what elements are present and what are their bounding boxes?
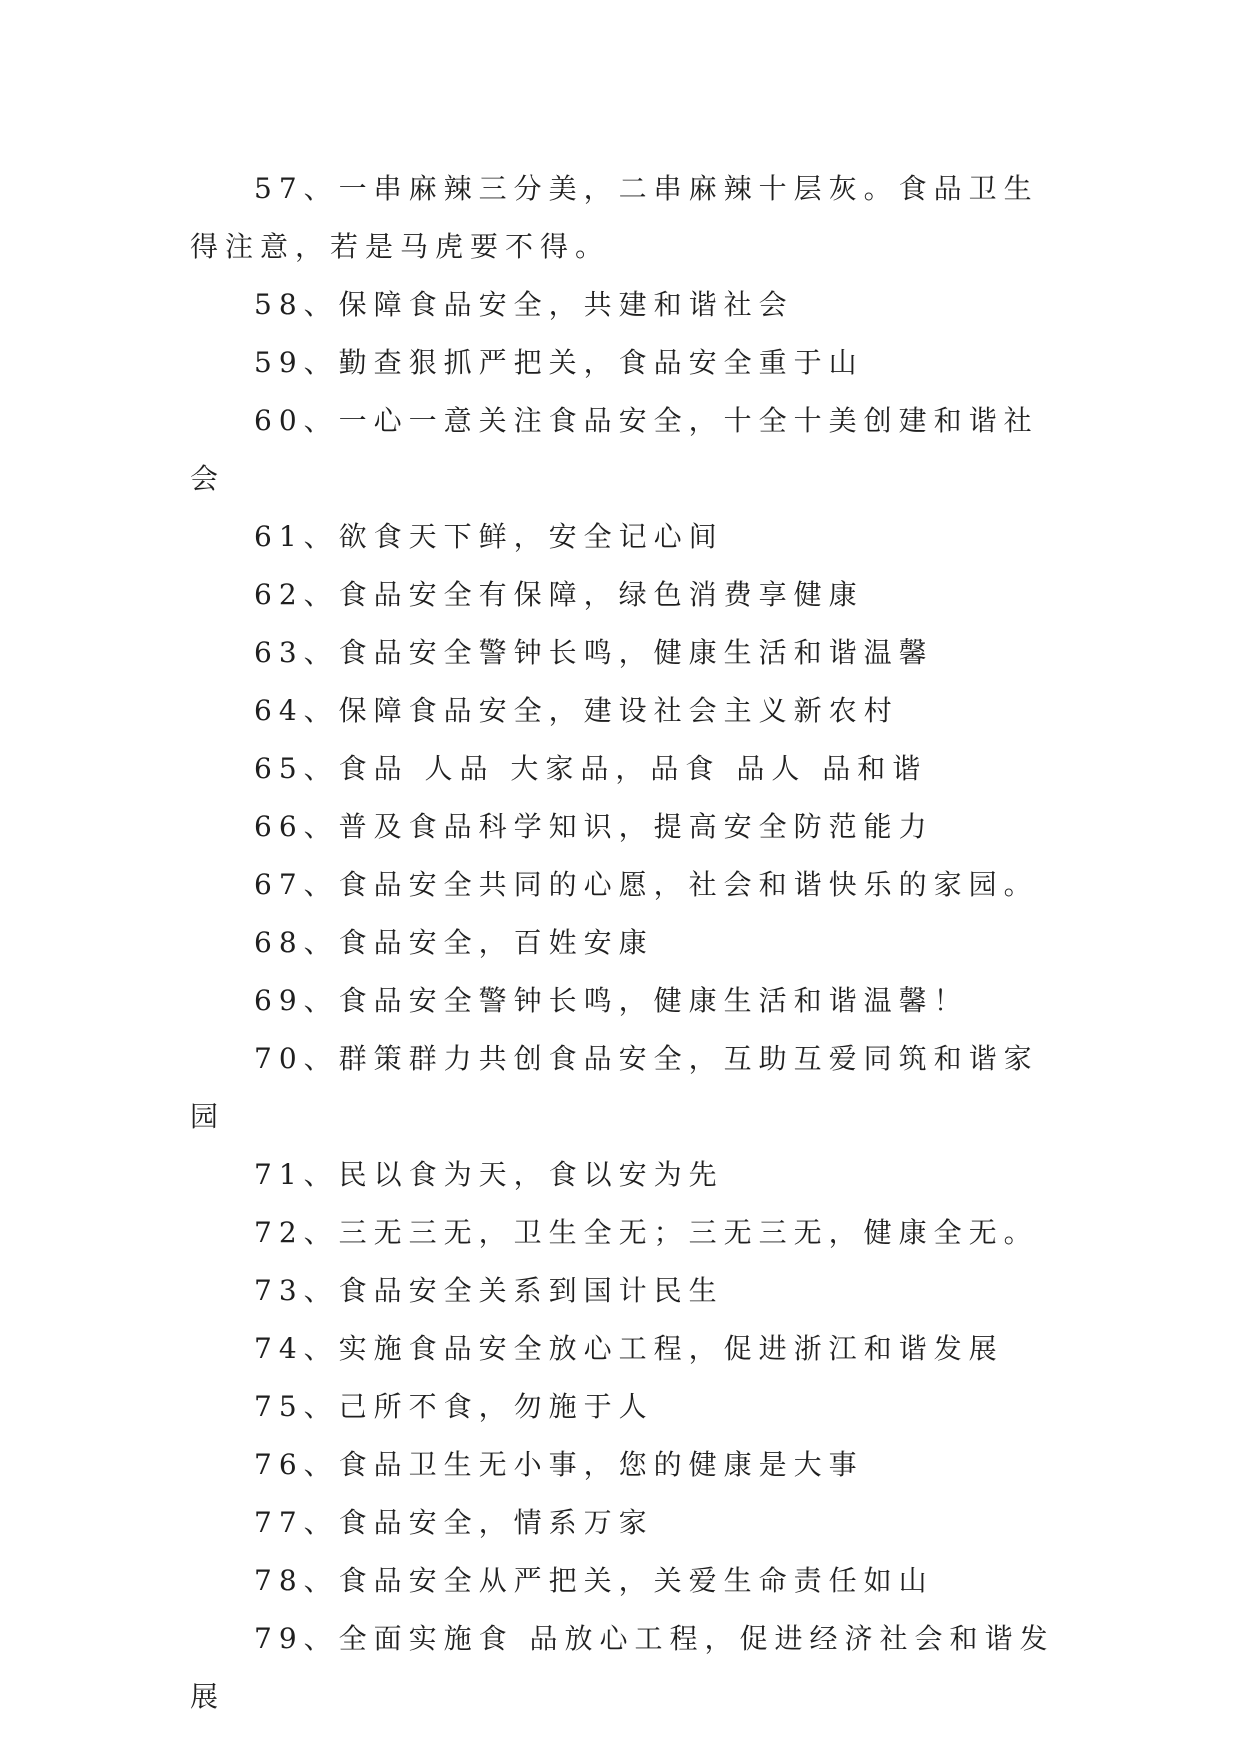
slogan-paragraph: 57、一串麻辣三分美，二串麻辣十层灰。食品卫生得注意，若是马虎要不得。 <box>190 172 1039 263</box>
slogan-paragraph: 60、一心一意关注食品安全，十全十美创建和谐社会 <box>190 404 1039 495</box>
slogan-paragraph: 58、保障食品安全，共建和谐社会 <box>254 288 794 321</box>
slogan-paragraph: 63、食品安全警钟长鸣，健康生活和谐温馨 <box>254 636 934 669</box>
slogan-paragraph: 65、食品 人品 大家品，品食 品人 品和谐 <box>254 752 928 785</box>
slogan-paragraph: 76、食品卫生无小事，您的健康是大事 <box>254 1448 864 1481</box>
slogan-paragraph: 75、己所不食，勿施于人 <box>254 1390 654 1423</box>
slogan-paragraph: 71、民以食为天，食以安为先 <box>254 1158 724 1191</box>
slogan-paragraph: 79、全面实施食 品放心工程，促进经济社会和谐发展 <box>190 1622 1055 1713</box>
slogan-paragraph: 73、食品安全关系到国计民生 <box>254 1274 724 1307</box>
slogan-paragraph: 64、保障食品安全，建设社会主义新农村 <box>254 694 899 727</box>
slogan-paragraph: 66、普及食品科学知识，提高安全防范能力 <box>254 810 934 843</box>
slogan-paragraph: 61、欲食天下鲜，安全记心间 <box>254 520 724 553</box>
slogan-paragraph: 62、食品安全有保障，绿色消费享健康 <box>254 578 864 611</box>
document-body <box>190 160 1070 1726</box>
slogan-paragraph: 78、食品安全从严把关，关爱生命责任如山 <box>254 1564 934 1597</box>
slogan-paragraph: 59、勤查狠抓严把关，食品安全重于山 <box>254 346 864 379</box>
slogan-paragraph: 70、群策群力共创食品安全，互助互爱同筑和谐家园 <box>190 1042 1039 1133</box>
slogan-paragraph: 69、食品安全警钟长鸣，健康生活和谐温馨！ <box>254 984 969 1017</box>
slogan-paragraph: 68、食品安全，百姓安康 <box>254 926 654 959</box>
slogan-paragraph: 72、三无三无，卫生全无；三无三无，健康全无。 <box>254 1216 1039 1249</box>
slogan-paragraph: 77、食品安全，情系万家 <box>254 1506 654 1539</box>
slogan-paragraph: 67、食品安全共同的心愿，社会和谐快乐的家园。 <box>254 868 1039 901</box>
slogan-paragraph: 74、实施食品安全放心工程，促进浙江和谐发展 <box>254 1332 1004 1365</box>
